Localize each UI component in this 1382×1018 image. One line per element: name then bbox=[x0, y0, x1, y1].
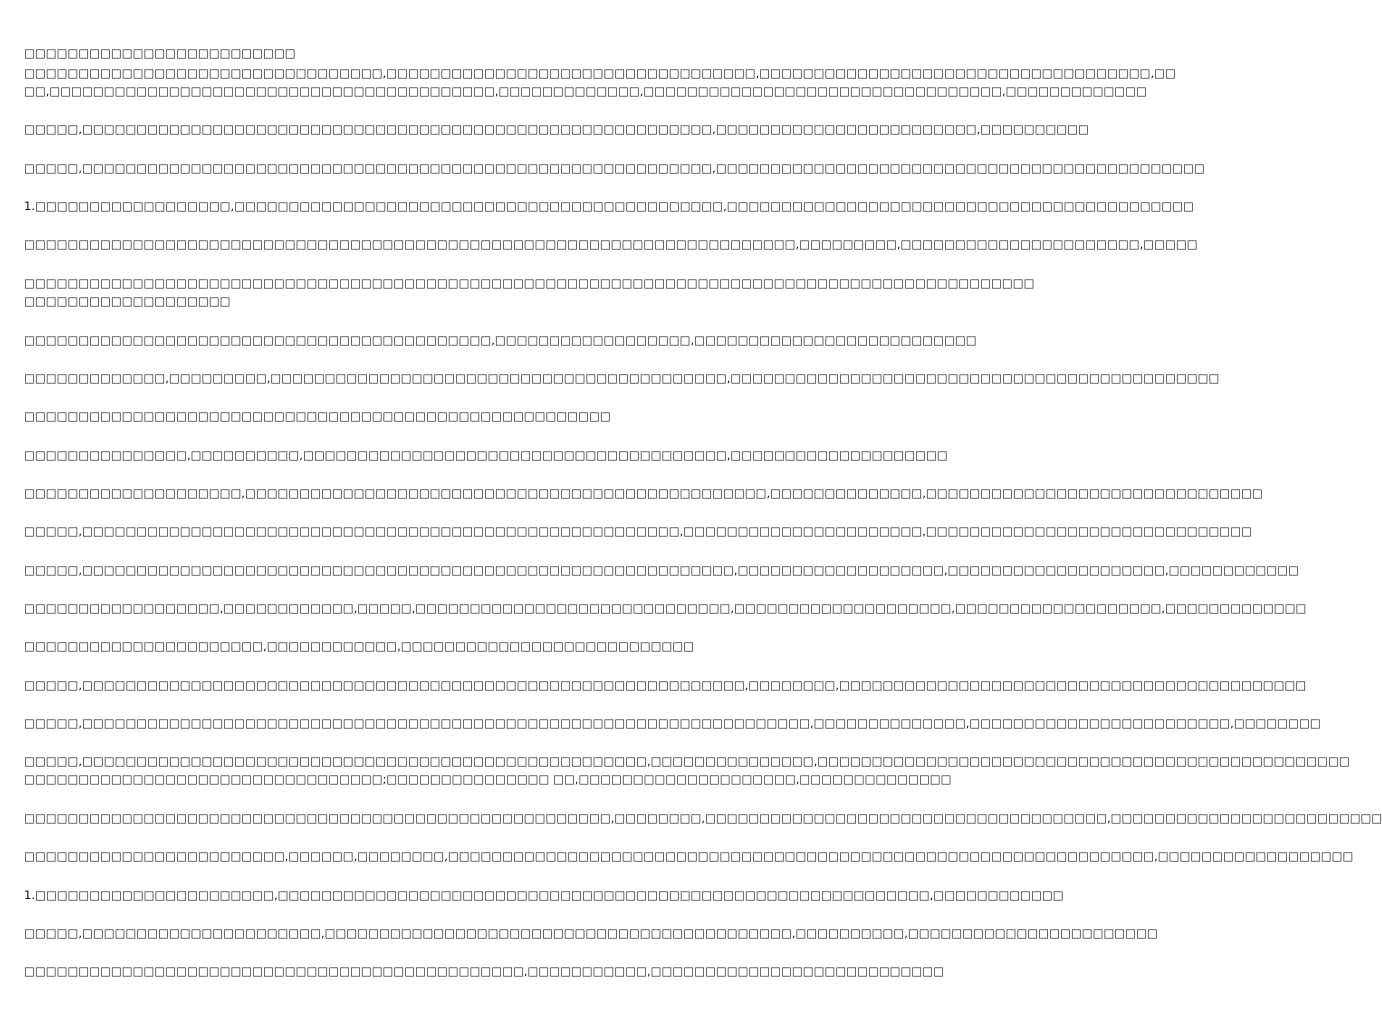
paragraph-line: □□,□□□□□□□□□□□□□□□□□□□□□□□□□□□□□□□□□□□□□□□□□,□□□□□□□□□□□□□,□□□□□□□□□□□□□□□□□□□□□□□□□□□□□□□□□,□□□□□□□□□□□□□ bbox=[24, 84, 1147, 98]
paragraph-line: □□□□□□□□□□□□□□□□□□□□□□□□,□□□□□□,□□□□□□□□,□□□□□□□□□□□□□□□□□□□□□□□□□□□□□□□□□□□□□□□□□□□□□□□□□□□□□□□□□□□□□□□□□,□□□□□□□□□□□□□□□□□□ bbox=[24, 849, 1354, 863]
paragraph-line: □□□□□□□□□□□□□□□□□□□□,□□□□□□□□□□□□□□□□□□□□□□□□□□□□□□□□□□□□□□□□□□□□□□□□,□□□□□□□□□□□□□□,□□□□□□□□□□□□□□□□□□□□□□□□□□□□□□□ bbox=[24, 486, 1263, 500]
paragraph-line: □□□□□□□□□□□□□□□□□□□□□□□□□□□□□□□□□,□□□□□□□□□□□□□□□□□□□□□□□□□□□□□□□□□□,□□□□□□□□□□□□□□□□□□□□□□□□□□□□□□□□□□□□,□□ bbox=[24, 66, 1176, 80]
paragraph-line: □□□□□□□□□□□□□□□□□□□□□□□□□□□□□□□□□;□□□□□□□□□□□□□□□ □□,□□□□□□□□□□□□□□□□□□□□,□□□□□□□□□□□□□□ bbox=[24, 772, 952, 786]
paragraph-line: □□□□□□□□□□□□□□□□□□□□□□,□□□□□□□□□□□□,□□□□□□□□□□□□□□□□□□□□□□□□□□□ bbox=[24, 639, 695, 653]
heading-line: □□□□□□□□□□□□□□□□□□□□□□□□□ bbox=[24, 46, 296, 60]
paragraph-line: □□□□□□□□□□□□□,□□□□□□□□□,□□□□□□□□□□□□□□□□□□□□□□□□□□□□□□□□□□□□□□□□□□,□□□□□□□□□□□□□□□□□□□□□□□□□□□□□□□□□□□□□□□□□□□□□ bbox=[24, 371, 1220, 385]
paragraph-line: □□□□□□□□□□□□□□□□□□□□□□□□□□□□□□□□□□□□□□□□□□□□□□□□□□□□□□□□□□□□□□□□□□□□□□□,□□□□□□□□□,□□□□□□□□□□□□□□□□□□□□□□,□□□□□ bbox=[24, 237, 1198, 251]
paragraph-line: □□□□□□□□□□□□□□□□□□□□□□□□□□□□□□□□□□□□□□□□□□□□□□□□□□□□□□ bbox=[24, 409, 611, 423]
paragraph-line: □□□□□,□□□□□□□□□□□□□□□□□□□□□□□□□□□□□□□□□□□□□□□□□□□□□□□□□□□□,□□□□□□□□□□□□□□□,□□□□□□□□□□□□□□□□□□□□□□□□□□□□□□□□□□□□□□□□□□□□□□□□□ bbox=[24, 754, 1350, 768]
paragraph-line: □□□□□,□□□□□□□□□□□□□□□□□□□□□□□□□□□□□□□□□□□□□□□□□□□□□□□□□□□□□□□□□□□□□□□□□□□,□□□□□□□□□□□□□□,□□□□□□□□□□□□□□□□□□□□□□□□,□□□□□□□□ bbox=[24, 716, 1321, 730]
paragraph-line: □□□□□,□□□□□□□□□□□□□□□□□□□□□□□□□□□□□□□□□□□□□□□□□□□□□□□□□□□□□□□□□□□□□,□□□□□□□□,□□□□□□□□□□□□□□□□□□□□□□□□□□□□□□□□□□□□□□□□□□□ bbox=[24, 678, 1307, 692]
list-item-line: 1.□□□□□□□□□□□□□□□□□□,□□□□□□□□□□□□□□□□□□□□□□□□□□□□□□□□□□□□□□□□□□□□□,□□□□□□□□□□□□□□□□□□□□□□□□□□□□□□□□□□□□□□□□□□□ bbox=[24, 199, 1195, 213]
paragraph-line: □□□□□□□□□□□□□□□□□□□□□□□□□□□□□□□□□□□□□□□□□□□,□□□□□□□□□□□□□□□□□□,□□□□□□□□□□□□□□□□□□□□□□□□□□ bbox=[24, 333, 977, 347]
paragraph-line: □□□□□□□□□□□□□□□□□□□□□□□□□□□□□□□□□□□□□□□□□□□□□□□□□□□□□□,□□□□□□□□,□□□□□□□□□□□□□□□□□□□□□□□□□□□□□□□□□□□□□,□□□□□□□□□□□□□□□□□□□□□□□□□ bbox=[24, 811, 1382, 825]
paragraph-line: □□□□□□□□□□□□□□□□□□,□□□□□□□□□□□□,□□□□□,□□□□□□□□□□□□□□□□□□□□□□□□□□□□□,□□□□□□□□□□□□□□□□□□□□,□□□□□□□□□□□□□□□□□□□,□□□□□□□□□□□□□ bbox=[24, 601, 1307, 615]
paragraph-line: □□□□□,□□□□□□□□□□□□□□□□□□□□□□□□□□□□□□□□□□□□□□□□□□□□□□□□□□□□□□□,□□□□□□□□□□□□□□□□□□□□□□,□□□□□□□□□□□□□□□□□□□□□□□□□□□□□□ bbox=[24, 524, 1252, 538]
paragraph-line: □□□□□□□□□□□□□□□□□□□□□□□□□□□□□□□□□□□□□□□□□□□□□□□□□□□□□□□□□□□□□□□□□□□□□□□□□□□□□□□□□□□□□□□□□□□□□ bbox=[24, 276, 1035, 290]
paragraph-line: □□□□□,□□□□□□□□□□□□□□□□□□□□□□□□□□□□□□□□□□□□□□□□□□□□□□□□□□□□□□□□□□,□□□□□□□□□□□□□□□□□□□□□□□□□□□□□□□□□□□□□□□□□□□□□ bbox=[24, 161, 1205, 175]
paragraph-line: □□□□□□□□□□□□□□□,□□□□□□□□□□,□□□□□□□□□□□□□□□□□□□□□□□□□□□□□□□□□□□□□□□,□□□□□□□□□□□□□□□□□□□□ bbox=[24, 448, 948, 462]
paragraph-line: □□□□□,□□□□□□□□□□□□□□□□□□□□□□□□□□□□□□□□□□□□□□□□□□□□□□□□□□□□□□□□□□□□,□□□□□□□□□□□□□□□□□□□,□□□□□□□□□□□□□□□□□□□□,□□□□□□□□□□□□ bbox=[24, 563, 1300, 577]
paragraph-line: □□□□□,□□□□□□□□□□□□□□□□□□□□□□□□□□□□□□□□□□□□□□□□□□□□□□□□□□□□□□□□□□,□□□□□□□□□□□□□□□□□□□□□□□□,□□□□□□□□□□ bbox=[24, 122, 1089, 136]
paragraph-line: □□□□□□□□□□□□□□□□□□□□□□□□□□□□□□□□□□□□□□□□□□□□□□,□□□□□□□□□□□,□□□□□□□□□□□□□□□□□□□□□□□□□□□ bbox=[24, 964, 945, 978]
list-item-line: 1.□□□□□□□□□□□□□□□□□□□□□□,□□□□□□□□□□□□□□□□□□□□□□□□□□□□□□□□□□□□□□□□□□□□□□□□□□□□□□□□□□□□,□□□□□□□□□□□□ bbox=[24, 888, 1064, 902]
paragraph-line: □□□□□□□□□□□□□□□□□□□ bbox=[24, 294, 231, 308]
paragraph-line: □□□□□,□□□□□□□□□□□□□□□□□□□□□□,□□□□□□□□□□□□□□□□□□□□□□□□□□□□□□□□□□□□□□□□□□□,□□□□□□□□□□,□□□□□□□□□□□□□□□□□□□□□□□ bbox=[24, 926, 1158, 940]
